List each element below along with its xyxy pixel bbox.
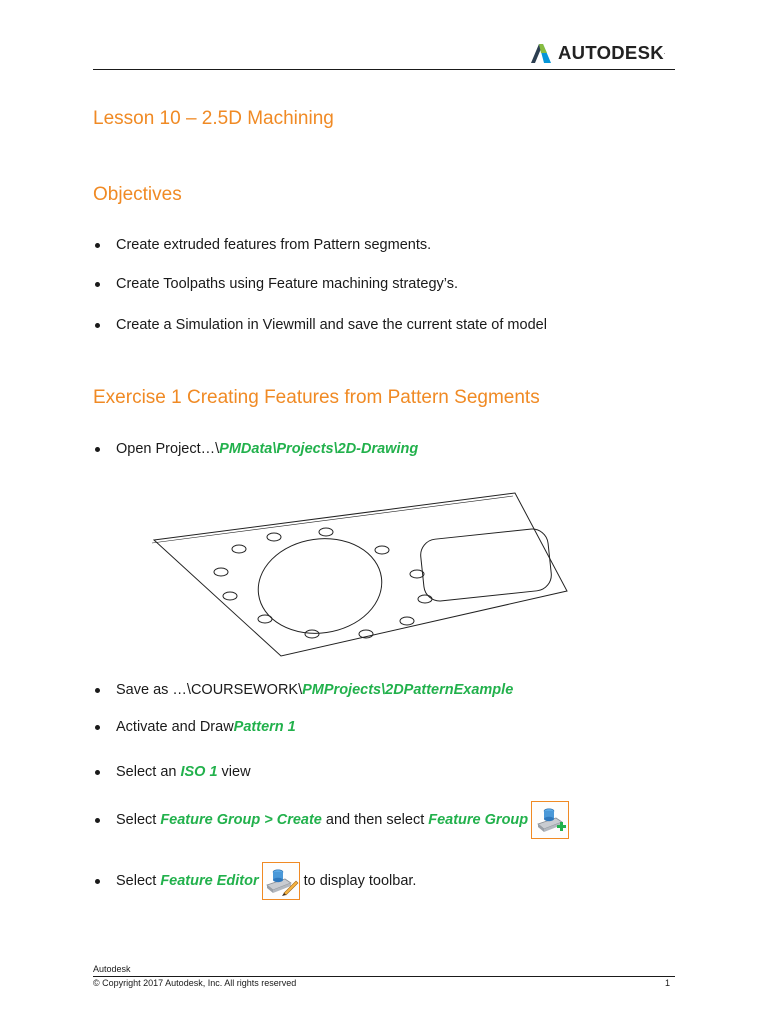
footer-copyright: © Copyright 2017 Autodesk, Inc. All rights reserved bbox=[93, 978, 297, 988]
autodesk-logo bbox=[530, 40, 666, 66]
autodesk-a-icon bbox=[530, 42, 552, 64]
objectives-heading: Objectives bbox=[93, 184, 182, 205]
objective-text: Create Toolpaths using Feature machining strategy’s. bbox=[116, 276, 459, 292]
step-text: Select bbox=[116, 873, 157, 889]
bullet-dot bbox=[95, 688, 100, 693]
objective-item bbox=[93, 237, 431, 253]
step-iso-view bbox=[93, 764, 251, 780]
exercise-heading: Exercise 1 Creating Features from Pattern Segments bbox=[93, 387, 540, 408]
footer-label: Autodesk bbox=[93, 964, 131, 974]
bullet-dot bbox=[95, 818, 100, 823]
objective-text: Create a Simulation in Viewmill and save the current state of model bbox=[116, 317, 547, 333]
step-text: Select an bbox=[116, 764, 177, 780]
step-text: and then select bbox=[325, 812, 425, 828]
bullet-dot bbox=[95, 282, 100, 287]
project-path: PMData\Projects\2D-Drawing bbox=[219, 441, 419, 457]
save-path: PMProjects\2DPatternExample bbox=[302, 682, 514, 698]
bullet-dot bbox=[95, 243, 100, 248]
step-text: view bbox=[221, 764, 251, 780]
command-name: Feature Editor bbox=[160, 873, 259, 889]
step-open-project bbox=[93, 441, 418, 457]
bullet-dot bbox=[95, 770, 100, 775]
step-text: Activate and Draw bbox=[116, 719, 234, 735]
header-divider bbox=[93, 69, 675, 70]
feature-editor-icon[interactable] bbox=[262, 862, 300, 900]
bullet-dot bbox=[95, 725, 100, 730]
step-save-as bbox=[93, 682, 513, 698]
step-feature-editor bbox=[93, 862, 416, 900]
step-text: Select bbox=[116, 812, 157, 828]
center-circle bbox=[252, 531, 388, 641]
feature-group-create-icon[interactable] bbox=[531, 801, 569, 839]
feature-group-create-icon bbox=[532, 802, 568, 838]
pattern-name: Pattern 1 bbox=[233, 719, 296, 735]
objective-text: Create extruded features from Pattern segments. bbox=[116, 237, 432, 253]
footer-divider bbox=[93, 976, 675, 977]
brand-mark: . bbox=[663, 50, 666, 56]
objective-item bbox=[93, 317, 547, 333]
page-number: 1 bbox=[665, 978, 671, 988]
command-name: Feature Group bbox=[428, 812, 529, 828]
step-text: Open Project…\ bbox=[116, 441, 220, 457]
step-text: Save as …\COURSEWORK\ bbox=[116, 682, 303, 698]
view-name: ISO 1 bbox=[180, 764, 218, 780]
hole-circles bbox=[214, 528, 432, 638]
pattern-drawing bbox=[150, 488, 570, 663]
bullet-dot bbox=[95, 879, 100, 884]
lesson-title: Lesson 10 – 2.5D Machining bbox=[93, 108, 334, 129]
step-feature-group bbox=[93, 801, 569, 839]
step-text: to display toolbar. bbox=[303, 873, 417, 889]
menu-path: Feature Group > Create bbox=[160, 812, 322, 828]
objective-item bbox=[93, 276, 458, 292]
rounded-pocket bbox=[419, 527, 553, 602]
bullet-dot bbox=[95, 447, 100, 452]
brand-name: AUTODESK bbox=[558, 42, 664, 63]
feature-editor-icon bbox=[263, 863, 299, 899]
bullet-dot bbox=[95, 323, 100, 328]
step-activate-pattern bbox=[93, 719, 296, 735]
